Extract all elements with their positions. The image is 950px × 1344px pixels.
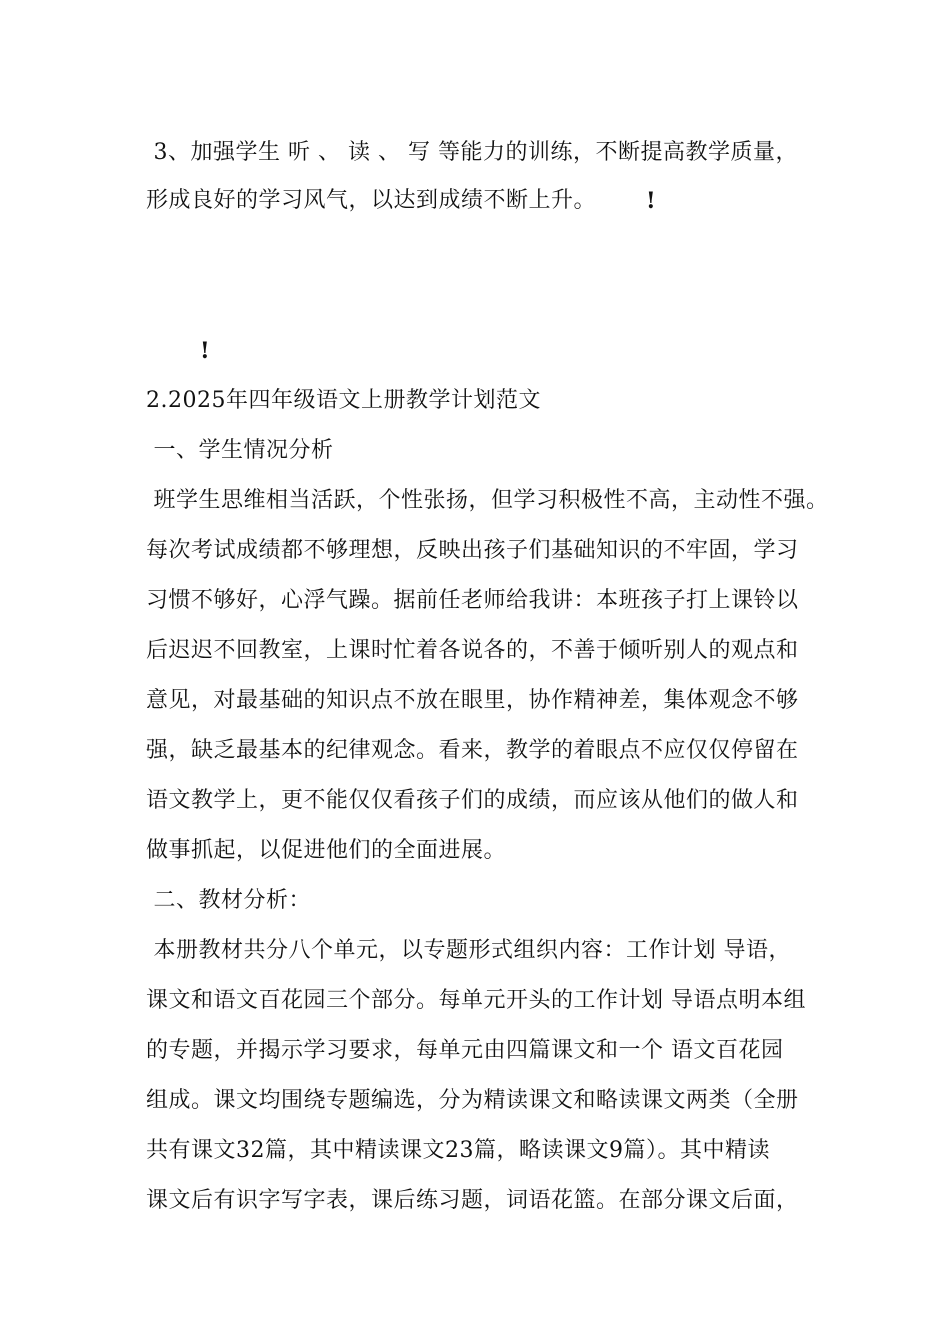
exclamation-mark-1: ! — [646, 188, 656, 214]
document-title: 2.2025年四年级语文上册教学计划范文 — [146, 388, 541, 413]
section2-line-2: 课文和语文百花园三个部分。每单元开头的工作计划 导语点明本组 — [146, 988, 806, 1013]
section1-line-5: 意见，对最基础的知识点不放在眼里，协作精神差，集体观念不够 — [146, 688, 799, 713]
section1-line-4: 后迟迟不回教室，上课时忙着各说各的，不善于倾听别人的观点和 — [146, 638, 799, 663]
section2-line-6: 课文后有识字写字表，课后练习题，词语花篮。在部分课文后面， — [146, 1188, 799, 1213]
section2-line-3: 的专题，并揭示学习要求，每单元由四篇课文和一个 语文百花园 — [146, 1038, 784, 1063]
section1-line-3: 习惯不够好，心浮气躁。据前任老师给我讲：本班孩子打上课铃以 — [146, 588, 799, 613]
section1-line-1: 班学生思维相当活跃，个性张扬，但学习积极性不高，主动性不强。 — [146, 488, 829, 513]
exclamation-mark-2: ! — [200, 338, 210, 364]
section1-line-2: 每次考试成绩都不够理想，反映出孩子们基础知识的不牢固，学习 — [146, 538, 799, 563]
section2-line-5: 共有课文32篇，其中精读课文23篇，略读课文9篇）。其中精读 — [146, 1138, 770, 1163]
section1-line-7: 语文教学上，更不能仅仅看孩子们的成绩，而应该从他们的做人和 — [146, 788, 799, 813]
section2-line-4: 组成。课文均围绕专题编选，分为精读课文和略读课文两类（全册 — [146, 1088, 799, 1113]
section1-heading: 一、学生情况分析 — [146, 438, 334, 463]
section1-line-8: 做事抓起，以促进他们的全面进展。 — [146, 838, 507, 863]
intro-line-2: 形成良好的学习风气，以达到成绩不断上升。 — [146, 188, 597, 213]
intro-line-1: 3、加强学生 听 、 读 、 写 等能力的训练，不断提高教学质量， — [146, 140, 798, 165]
section2-heading: 二、教材分析： — [146, 888, 311, 913]
section2-line-1: 本册教材共分八个单元，以专题形式组织内容：工作计划 导语， — [146, 938, 791, 963]
section1-line-6: 强，缺乏最基本的纪律观念。看来，教学的着眼点不应仅仅停留在 — [146, 738, 799, 763]
